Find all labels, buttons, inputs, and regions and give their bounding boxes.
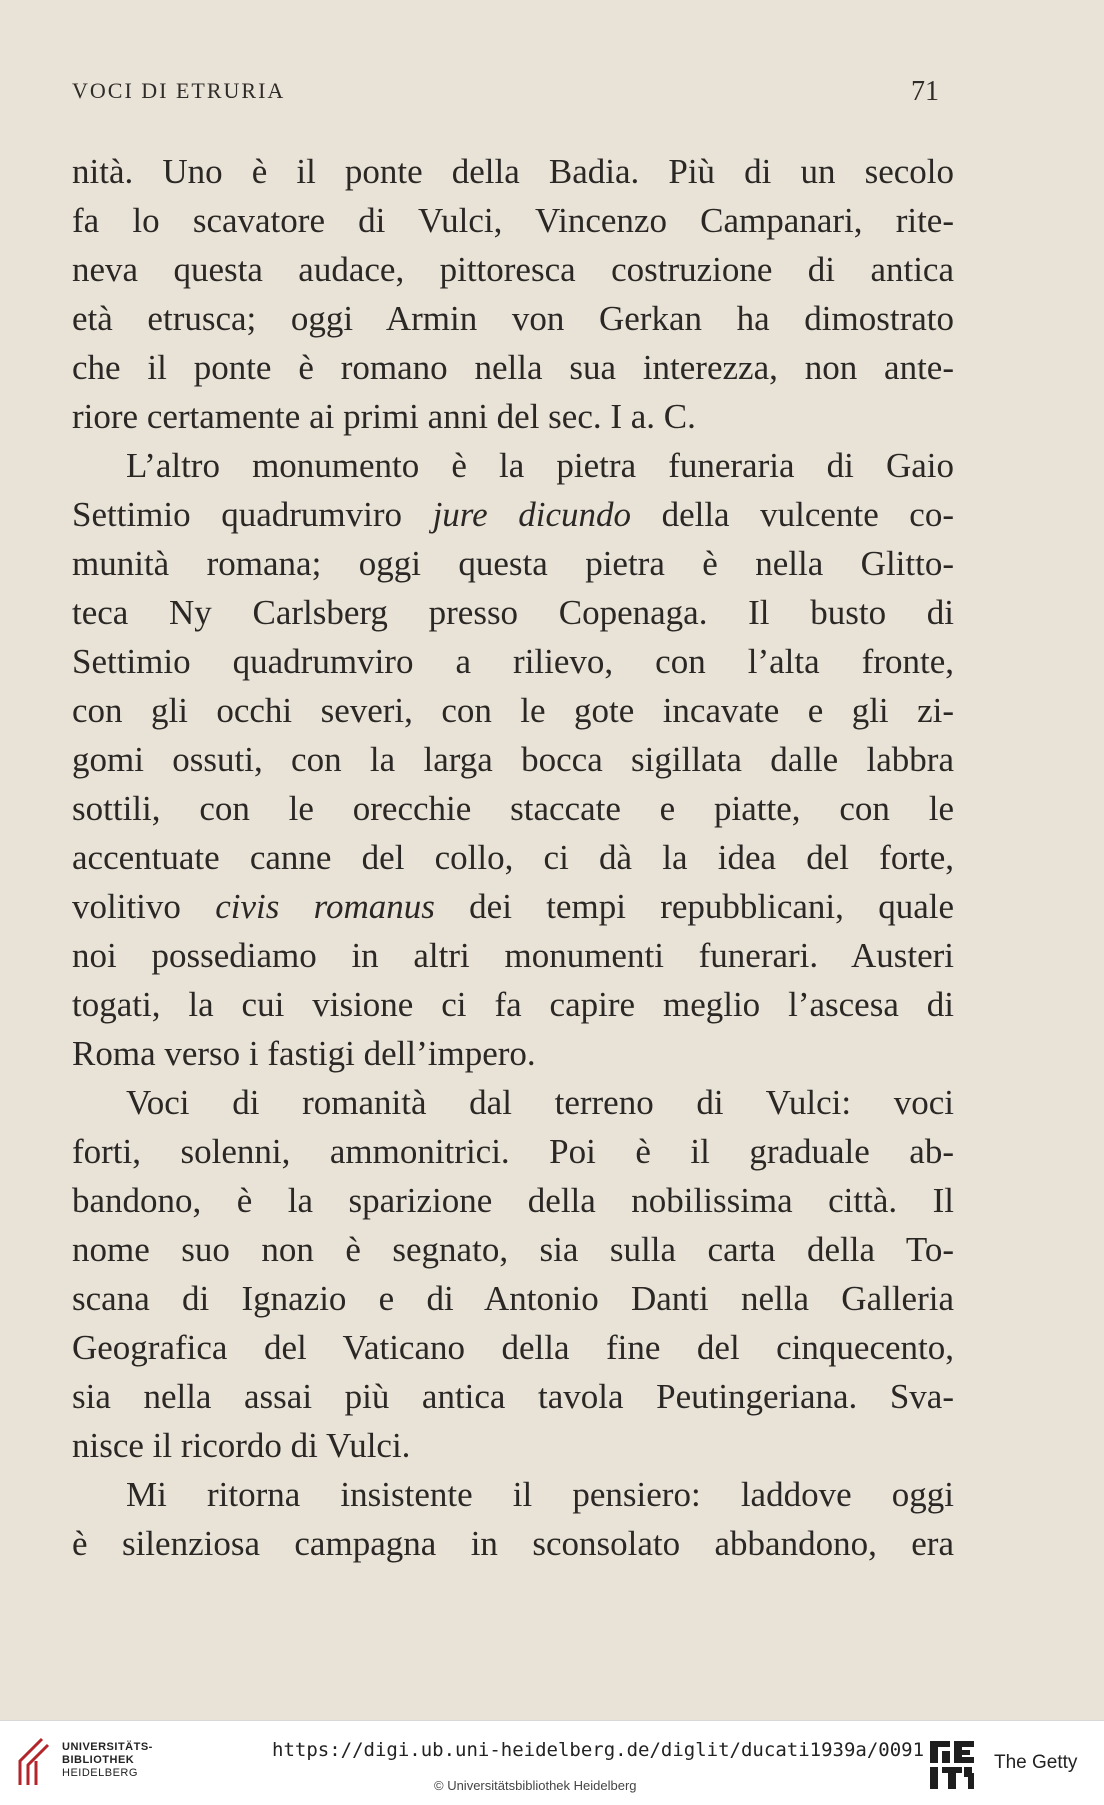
text-line: sottili, con le orecchie staccate e piatte, con le [72,789,954,828]
library-name-line-1: UNIVERSITÄTS- [62,1741,153,1753]
ub-heidelberg-logo-icon [12,1735,52,1789]
page-number: 71 [911,76,939,107]
text-line: nome suo non è segnato, sia sulla carta della To- [72,1230,954,1269]
text-line: nisce il ricordo di Vulci. [72,1426,411,1465]
text-line: Settimio quadrumviro jure dicundo della vulcente co- [72,495,954,534]
text-line: teca Ny Carlsberg presso Copenaga. Il busto di [72,593,954,632]
permalink-url[interactable]: https://digi.ub.uni-heidelberg.de/diglit/ducati1939a/0091 [272,1739,925,1761]
text-line: Settimio quadrumviro a rilievo, con l’alta fronte, [72,642,954,681]
text-line: neva questa audace, pittoresca costruzione di antica [72,250,954,289]
text-line: Geografica del Vaticano della fine del cinquecento, [72,1328,954,1367]
text-line: nità. Uno è il ponte della Badia. Più di un secolo [72,152,954,191]
text-line: età etrusca; oggi Armin von Gerkan ha dimostrato [72,299,954,338]
text-line: volitivo civis romanus dei tempi repubblicani, quale [72,887,954,926]
text-line: con gli occhi severi, con le gote incavate e gli zi- [72,691,954,730]
getty-logo-icon [928,1739,976,1791]
text-line: L’altro monumento è la pietra funeraria di Gaio [126,446,954,485]
library-name [62,1741,153,1780]
text-line: bandono, è la sparizione della nobilissima città. Il [72,1181,954,1220]
copyright-notice: © Universitätsbibliothek Heidelberg [434,1778,637,1793]
text-line: munità romana; oggi questa pietra è nella Glitto- [72,544,954,583]
text-line: è silenziosa campagna in sconsolato abbandono, era [72,1524,954,1563]
text-line: togati, la cui visione ci fa capire meglio l’ascesa di [72,985,954,1024]
text-line: Roma verso i fastigi dell’impero. [72,1034,536,1073]
text-line: Mi ritorna insistente il pensiero: laddove oggi [126,1475,954,1514]
text-line: Voci di romanità dal terreno di Vulci: voci [126,1083,954,1122]
text-line: riore certamente ai primi anni del sec. I a. C. [72,397,696,436]
text-line: che il ponte è romano nella sua interezza, non ante- [72,348,954,387]
partner-name: The Getty [994,1752,1078,1773]
text-line: forti, solenni, ammonitrici. Poi è il graduale ab- [72,1132,954,1171]
footer-bar [0,1720,1104,1805]
text-line: sia nella assai più antica tavola Peutingeriana. Sva- [72,1377,954,1416]
text-line: gomi ossuti, con la larga bocca sigillata dalle labbra [72,740,954,779]
italic-phrase: jure dicundo [432,495,631,534]
text-line: scana di Ignazio e di Antonio Danti nella Galleria [72,1279,954,1318]
italic-phrase: civis romanus [215,887,435,926]
text-line: noi possediamo in altri monumenti funerari. Austeri [72,936,954,975]
text-line: fa lo scavatore di Vulci, Vincenzo Campanari, rite- [72,201,954,240]
library-name-line-2: BIBLIOTHEK [62,1754,135,1766]
running-head: VOCI DI ETRURIA [72,78,286,103]
library-name-line-3: HEIDELBERG [62,1767,138,1779]
body-text [72,147,954,1568]
text-line: accentuate canne del collo, ci dà la idea del forte, [72,838,954,877]
